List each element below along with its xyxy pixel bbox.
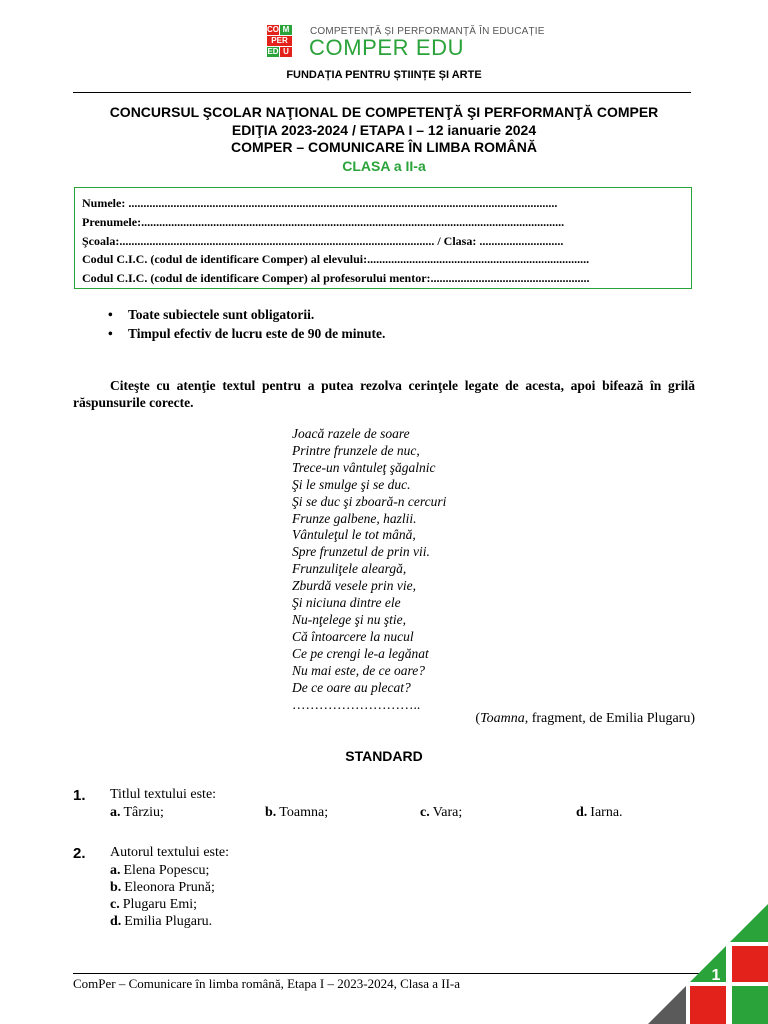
rule-item: • Toate subiectele sunt obligatorii. [108,307,315,322]
work-title: Toamna [480,711,525,726]
poem-line: Zburdă vesele prin vie, [292,578,416,594]
answer-option[interactable]: d. Emilia Plugaru. [110,914,213,929]
footer-divider [73,973,713,974]
bullet-icon: • [108,307,113,322]
poem-line: Trece-un vântuleţ şăgalnic [292,459,436,475]
corner-decoration [640,904,768,1024]
logo-cell-per: PER [267,36,292,46]
question-text: Titlul textului este: [110,787,217,802]
reading-instruction: Citeşte cu atenţie textul pentru a putea rezolva cerinţele legate de acesta, apoi bifează în grilă răspunsurile corecte. [73,378,695,410]
comper-logo [267,25,306,58]
corner-gray-triangle [648,986,686,1024]
corner-green-triangle [730,904,768,942]
question-text: Autorul textului este: [110,845,229,860]
answer-option[interactable]: a. Elena Popescu; [110,863,210,878]
school-class-field[interactable]: Şcoala:......................................................................................................... / Clasa: ............................ [82,234,564,248]
poem-line: Vântuleţul le tot mână, [292,527,416,543]
class-line: CLASA a II-a [342,158,426,174]
edition-line: EDIŢIA 2023-2024 / ETAPA I – 12 ianuarie 2024 [231,122,537,138]
mentor-code-field[interactable]: Codul C.I.C. (codul de identificare Comper) al profesorului mentor:..................................................... [82,271,590,285]
poem-line: Frunze galbene, hazlii. [292,510,417,526]
answer-option[interactable]: d. Iarna. [576,805,623,820]
subject-line: COMPER – COMUNICARE ÎN LIMBA ROMÂNĂ [231,139,537,155]
poem-line: Că întoarcere la nucul [292,628,414,644]
poem-line: Printre frunzele de nuc, [292,442,420,458]
student-code-field[interactable]: Codul C.I.C. (codul de identificare Comper) al elevului:.......................................................................... [82,252,590,266]
poem-line: De ce oare au plecat? [292,679,411,695]
logo-brand: COMPER EDU [309,35,465,60]
corner-red-square [732,946,768,982]
page-number: 1 [711,967,721,984]
bullet-icon: • [108,326,113,341]
poem-line: Ce pe crengi le-a legănat [292,645,429,661]
logo-cell-u: U [280,47,292,57]
question-number: 1. [73,787,86,804]
poem-line: Nu-nţelege şi nu ştie, [292,611,406,627]
poem-line: Nu mai este, de ce oare? [292,662,425,678]
logo-tagline: COMPETENȚĂ ȘI PERFORMANȚĂ ÎN EDUCAȚIE [310,26,545,37]
rule-item: • Timpul efectiv de lucru este de 90 de minute. [108,326,386,341]
poem-line: Şi le smulge şi se duc. [292,476,411,492]
poem-line: Frunzuliţele aleargă, [292,561,407,577]
rules-list [108,307,385,345]
answer-option[interactable]: c. Vara; [420,805,463,820]
answer-option[interactable]: c. Plugaru Emi; [110,897,197,912]
logo-cell-m: M [280,25,292,35]
answer-option[interactable]: a. Târziu; [110,805,164,820]
section-heading: STANDARD [345,748,423,764]
header-divider [73,92,691,93]
logo-cell-ed: ED [267,47,279,56]
footer-text: ComPer – Comunicare în limba română, Etapa I – 2023-2024, Clasa a II-a [73,976,461,991]
logo-cell-co: CO [267,25,279,34]
poem-attribution: (Toamna, fragment, de Emilia Plugaru) [475,711,695,726]
identification-box [74,187,692,289]
corner-green-square [732,986,768,1024]
poem-ellipsis: ……………………….. [292,697,421,712]
poem-line: Şi se duc şi zboară-n cercuri [292,493,447,509]
poem-line: Joacă razele de soare [292,426,410,441]
poem-line: Şi niciuna dintre ele [292,595,401,611]
foundation-name: FUNDAȚIA PENTRU ȘTIINȚE ȘI ARTE [286,69,482,81]
poem [292,426,446,697]
answer-option[interactable]: b. Toamna; [265,805,329,820]
poem-line: Spre frunzetul de prin vii. [292,544,430,560]
surname-field[interactable]: Prenumele:............................................................................................................................................. [82,215,565,229]
contest-title: CONCURSUL ŞCOLAR NAŢIONAL DE COMPETENŢĂ ŞI PERFORMANŢĂ COMPER [109,104,659,120]
name-field[interactable]: Numele: ............................................................................................................................................... [82,196,558,210]
question-number: 2. [73,845,86,862]
answer-option[interactable]: b. Eleonora Prună; [110,880,215,895]
corner-red-square-2 [690,986,726,1024]
